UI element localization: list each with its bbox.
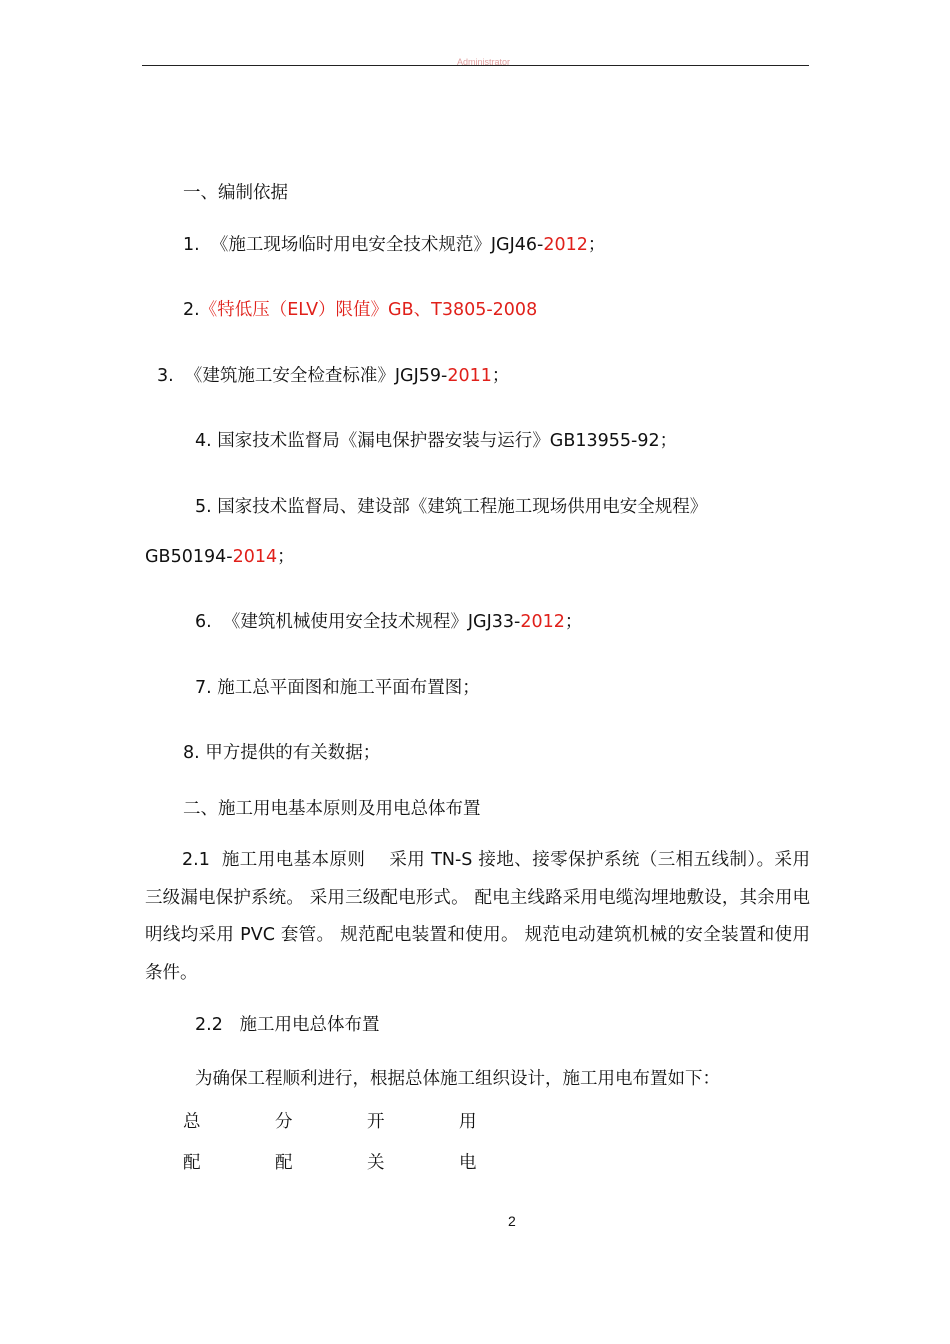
header-rule — [142, 65, 809, 66]
table-cell: 用 — [459, 1112, 477, 1132]
header-author: Administrator — [457, 57, 511, 67]
table-cell: 分 — [275, 1112, 293, 1132]
table-cell: 总 — [183, 1112, 201, 1132]
list-item: 1. 《施工现场临时用电安全技术规范》JGJ46-2012； — [183, 235, 606, 255]
section1-title: 一、编制依据 — [183, 183, 288, 203]
paragraph-2-2: 为确保工程顺利进行，根据总体施工组织设计，施工用电布置如下： — [195, 1069, 720, 1089]
paragraph-2-1: 2.1 施工用电基本原则 采用 TN-S 接地、接零保护系统（三相五线制）。采用三级漏电保护系统。 采用三级配电形式。 配电主线路采用电缆沟埋地敷设，其余用电明线均采用 PVC 套管。 规范配电装置和使用。 规范电动建筑机械的安全装置和使用条件。 — [145, 850, 810, 983]
table-cell: 配 — [275, 1153, 293, 1173]
list-item-continuation: GB50194-2014； — [145, 547, 295, 567]
heading-2-2: 2.2 施工用电总体布置 — [195, 1015, 380, 1035]
list-item: 7. 施工总平面图和施工平面布置图； — [195, 678, 480, 698]
list-item: 3. 《建筑施工安全检查标准》JGJ59-2011； — [157, 366, 510, 386]
table-cell: 关 — [367, 1153, 385, 1173]
list-item: 8. 甲方提供的有关数据； — [183, 743, 381, 763]
list-item: 2.《特低压（ELV）限值》GB、T3805-2008 — [183, 300, 538, 320]
list-item: 6. 《建筑机械使用安全技术规程》JGJ33-2012； — [195, 612, 583, 632]
table-cell: 配 — [183, 1153, 201, 1173]
table-cell: 电 — [459, 1153, 477, 1173]
section2-title: 二、施工用电基本原则及用电总体布置 — [183, 799, 481, 819]
table-cell: 开 — [367, 1112, 385, 1132]
list-item: 4. 国家技术监督局《漏电保护器安装与运行》GB13955-92； — [195, 431, 678, 451]
page-number: 2 — [508, 1213, 516, 1229]
list-item: 5. 国家技术监督局、建设部《建筑工程施工现场供用电安全规程》 — [195, 497, 708, 517]
